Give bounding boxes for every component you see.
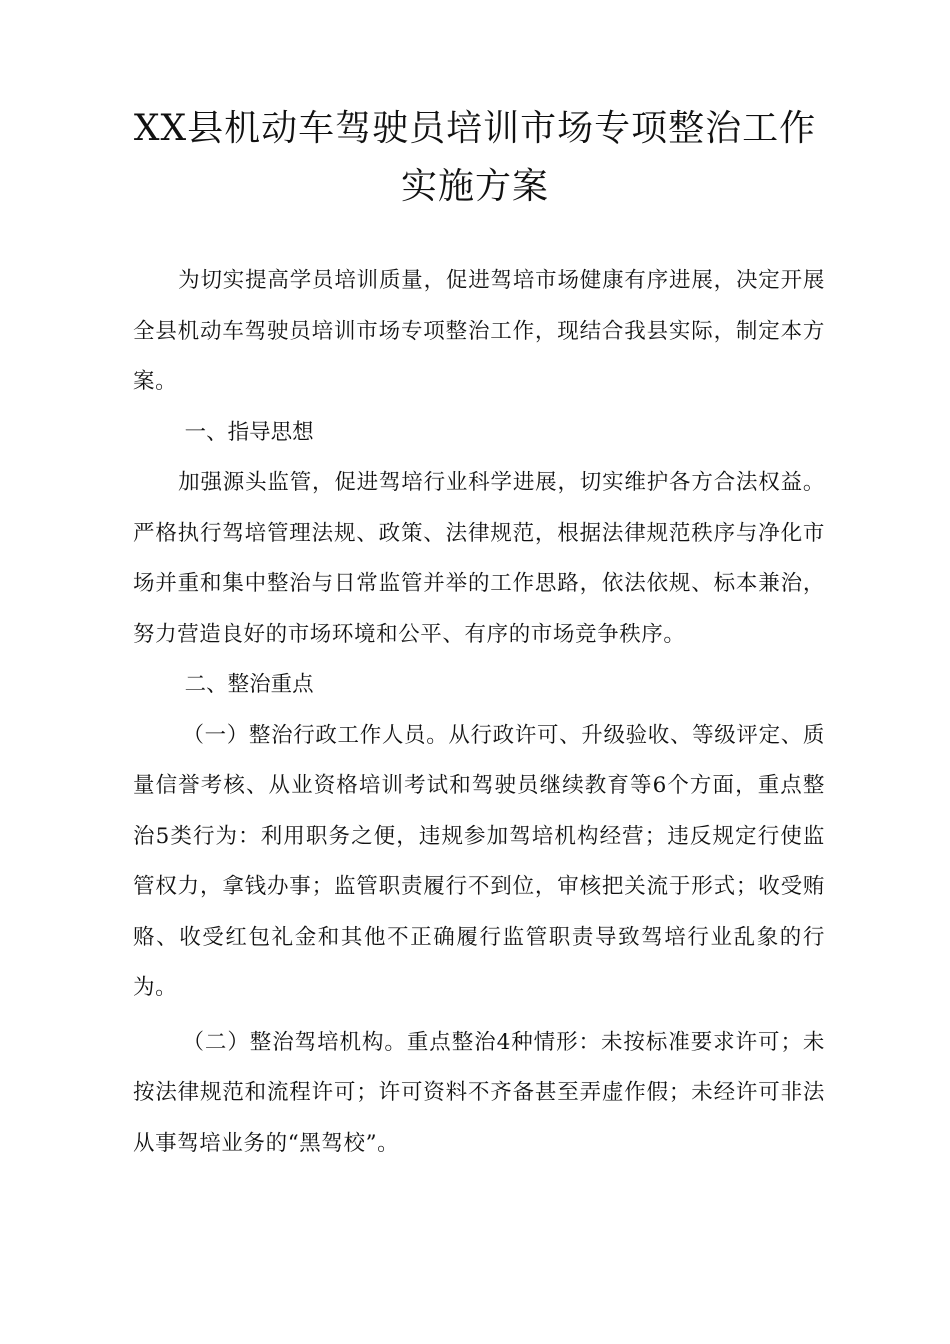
document-body: [133, 256, 825, 1169]
intro-paragraph: 为切实提高学员培训质量，促进驾培市场健康有序进展，决定开展全县机动车驾驶员培训市场专项整治工作，现结合我县实际，制定本方案。: [133, 268, 825, 394]
document-title: XX县机动车驾驶员培训市场专项整治工作实施方案: [133, 108, 817, 207]
key-target-item-training-institutions: （二）整治驾培机构。重点整治4种情形：未按标准要求许可；未按法律规范和流程许可；许可资料不齐备甚至弄虚作假；未经许可非法从事驾培业务的“黑驾校”。: [133, 1029, 825, 1156]
section-body-guiding-ideology: 加强源头监管，促进驾培行业科学进展，切实维护各方合法权益。严格执行驾培管理法规、政策、法律规范，根据法律规范秩序与净化市场并重和集中整治与日常监管并举的工作思路，依法依规、标本兼治，努力营造良好的市场环境和公平、有序的市场竞争秩序。: [133, 470, 825, 647]
section-heading-key-targets: 二、整治重点: [184, 672, 314, 697]
section-heading-guiding-ideology: 一、指导思想: [184, 419, 314, 445]
key-target-item-administrative-staff: （一）整治行政工作人员。从行政许可、升级验收、等级评定、质量信誉考核、从业资格培训考试和驾驶员继续教育等6个方面，重点整治5类行为：利用职务之便，违规参加驾培机构经营；违反规定行使监管权力，拿钱办事；监管职责履行不到位，审核把关流于形式；收受贿赂、收受红包礼金和其他不正确履行监管职责导致驾培行业乱象的行为。: [133, 722, 825, 1000]
